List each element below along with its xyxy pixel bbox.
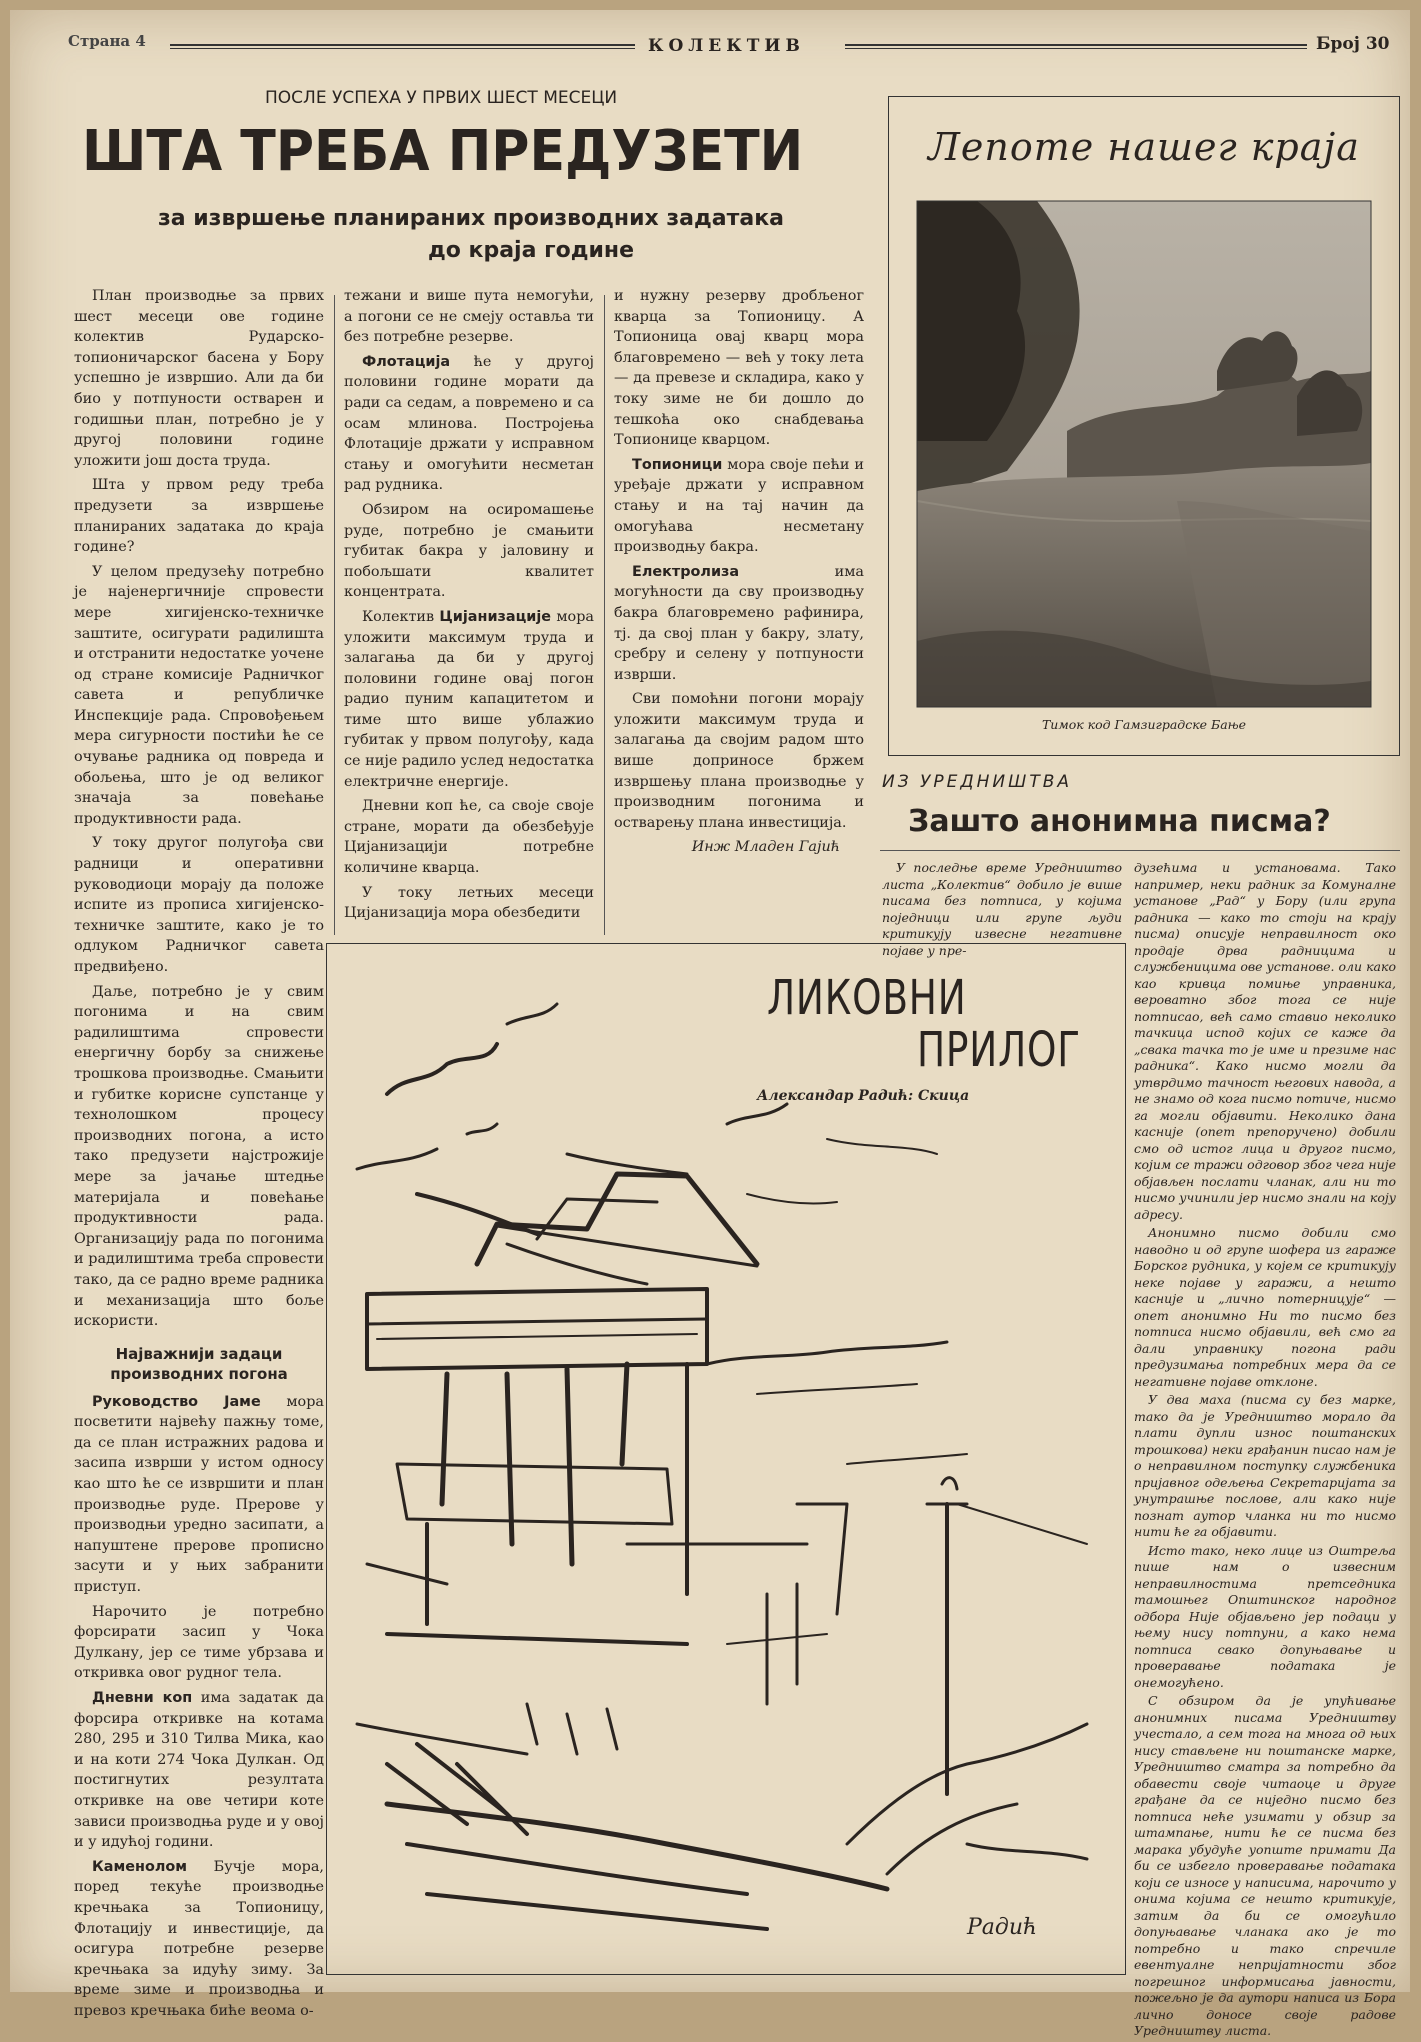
col2-paragraph: Колектив Цијанизације мора уложити максимум труда и залагања да би у другој половини године овај погон радио пуним капацитетом и тиме што више ублажио губитак у првом полугођу, када се није радило услед недостатка електричне енергије. (344, 608, 594, 790)
header-rule-right (845, 44, 1307, 49)
article-headline: ШТА ТРЕБА ПРЕДУЗЕТИ (82, 119, 804, 184)
col1-paragraph: Каменолом Бучје мора, поред текуће производње кречњака за Топионицу, Флотацију и инвестиције, да осигура потребне резерве кречњака за идућу зиму. За време зиме и производња и превоз кречњака биће веома о- (74, 1858, 324, 2019)
article-signature: Инж Младен Гајић (691, 839, 840, 856)
photo-caption: Тимок код Гамзиградске Бање (1041, 717, 1247, 732)
river-landscape-photo (917, 201, 1371, 707)
editorial-section-label: ИЗ УРЕДНИШТВА (882, 772, 1073, 792)
newspaper-name: КОЛЕКТИВ (648, 36, 805, 56)
col1-paragraph: Нарочито је потребно форсирати засип у Чока Дулкану, јер се тиме убрзава и откривка овог рудног тела. (74, 1603, 324, 1682)
art-caption: Александар Радић: Скица (757, 1088, 970, 1104)
issue-number: Број 30 (1316, 34, 1390, 54)
art-title-line-2: ПРИЛОГ (917, 1022, 1081, 1078)
col1-paragraph: У целом предузећу потребно је најенергичније спровести мере хигијенско-техничке заштите, осигурати радилишта и отстранити недостатке уочене од стране комисије Радничког савета и републичке Инспекције рада. Спровођењем мера сигурности постићи ће се очување радника од повреда и обољења, што је од великог значаја за повећање продуктивности рада. (74, 563, 324, 827)
editorial-rule (880, 850, 1400, 851)
col1-paragraph: У току другог полугођа сви радници и оперативни руководиоци морају да положе испите из прописа хигијенско-техничке заштите, како је то одлуком Радничког савета предвиђено. (74, 835, 324, 975)
editorial-paragraph: Исто тако, неко лице из Оштреља пише нам о извесним неправилностима претседника тамошњег Општинског народног одбора Није објављено јер подаци у њему нису потпуни, а како нема потписа свако допуњавање и проверавање података је онемогућено. (1134, 1542, 1396, 1690)
photo-feature-title: Лепоте нашег краја (928, 125, 1360, 169)
editorial-headline: Зашто анонимна писма? (908, 804, 1331, 839)
article-subhead-2: до краја године (427, 238, 635, 263)
col1-paragraph: Шта у првом реду треба предузети за извршење планираних задатака до краја године? (74, 477, 324, 556)
editorial-paragraph: У последње време Уредништво листа „Колектив“ добило је више писама без потписа, у којима поједници или групе људи критикују извесне негативне појаве у пре- (882, 860, 1122, 958)
col1-paragraph: Даље, потребно је у свим погонима и на свим радилиштима спровести енергичну борбу за снижење трошкова производње. Смањити и губитке корисне супстанце у технолошком процесу производних погона, а исто тако предузети најстрожије мере за јачање штедње материјала и повећање продуктивности рада. Организацију рада по погонима и радилиштима треба спровести тако, да се радно време радника и механизација што боље искористи. (74, 983, 324, 1330)
col3-paragraph: Сви помоћни погони морају уложити максимум труда и залагања да својим радом што више доприносе бржем извршењу плана производње у производним погонима и остварењу плана инвестиција. (614, 691, 864, 831)
page-number: Страна 4 (68, 32, 146, 50)
newspaper-page (10, 10, 1410, 2038)
article-subhead-1: за извршење планираних производних задатака (157, 206, 785, 231)
col1-paragraph: Дневни коп има задатак да форсира откривке на котама 280, 295 и 310 Тилва Мика, као и на коти 274 Чока Дулкан. Од постигнутих резултата откривке на ове четири коте зависи производња руде и у овој и у идућој години. (74, 1690, 324, 1851)
col3-paragraph: Електролиза има могућности да сву производњу бакра благовремено рафинира, тј. да свој план у бакру, злату, сребру и селену у потпуности изврши. (614, 563, 864, 683)
artist-signature: Радић (967, 1915, 1038, 1940)
col2-paragraph: Флотација ће у другој половини године морати да ради са седам, а повремено и са осам млинова. Постројења Флотације држати у исправном стању и омогућити несметан рад рудника. (344, 353, 594, 494)
col2-paragraph: Обзиром на осиромашење руде, потребно је смањити губитак бакра у јаловину и побољшати квалитет концентрата. (344, 501, 594, 601)
col2-paragraph: тежани и више пута немогући, а погони се не смеју оставља ти без потребне резерве. (344, 288, 594, 346)
sketch-drawing (327, 944, 1125, 1974)
article-column-2 (344, 286, 594, 928)
art-feature-frame (326, 943, 1126, 1975)
article-kicker: ПОСЛЕ УСПЕХА У ПРВИХ ШЕСТ МЕСЕЦИ (265, 88, 618, 108)
editorial-paragraph: У два маха (писма су без марке, тако да је Уредништво морало да плати дупли износ поштанских трошкова) неки грађанин писао нам је о неправилном поступку службеника пријавног одељења Секретаријата за унутрашње послове, али како није познат аутор чланка ни то нисмо нити ће га објавити. (1134, 1392, 1396, 1539)
col3-paragraph: Топионици мора своје пећи и уређаје држати у исправном стању и на тај начин да омогућава несметану производњу бакра. (614, 456, 864, 556)
art-title-line-1: ЛИКОВНИ (767, 970, 967, 1026)
col2-paragraph: Дневни коп ће, са своје своје стране, морати да обезбеђује Цијанизацији потребне количине кварца. (344, 798, 594, 877)
column-divider (604, 295, 605, 935)
editorial-paragraph: Анонимно писмо добили смо наводно и од групе шофера из гараже Борског рудника, у којем се критикују неке појаве у гаражи, а нешто касније и „лично потерницује“ — опет анонимно Ни то писмо без потписа нисмо објавили, већ смо га дали управнику погона ради предузимања потребних мера да се негативне појаве отклоне. (1134, 1225, 1396, 1389)
col1-paragraph: План производње за првих шест месеци ове године колектив Рударско-топионичарског басена у Бору успешно је извршио. Али да би био у потпуности остварен и годишњи план, потребно је у другој половини године уложити још доста труда. (74, 288, 324, 469)
editorial-paragraph: дузећима и установама. Тако например, неки радник за Комуналне установе „Рад“ у Бору (или група радника — како то стоји на крају писма) описује неправилност око продаје дрва радницима и службеницима ове установе. оли како као кривца помиње управника, вероватно због тога се није потписао, већ само ставио неколико тачкица испод којих се каже да „свака тачка то је име и презиме нас радника“. Како нисмо могли да утврдимо тачност његових навода, а не знамо од кога писмо потиче, нисмо га могли објавити. Неколико дана касније (опет препоручено) добили смо од истог лица и другог писмо, којим се тражи одговор због чега није објављен послати чланак, али ни то нисмо учинили јер нисмо знали на коју адресу. (1134, 860, 1396, 1222)
col3-paragraph: и нужну резерву дробљеног кварца за Топионицу. А Топионица овај кварц мора благовремено — већ у току лета — да превезе и складира, како у току зиме не би дошло до тешкоћа око снабдевања Топионице кварцом. (614, 288, 864, 449)
header-rule-left (170, 44, 635, 49)
editorial-paragraph: С обзиром да је упућивање анонимних писама Уредништву учестало, а сем тога на многа од њих нису стављене ни поштанске марке, Уредништво сматра за потребно да обавести своје читаоце и друге грађане да се ниједно писмо без потписа неће узимати у обзир за штампање, нити ће се писма без марака убудуће уопште примати Да би се избегло проверавање података који се износе у написима, нарочито у онима којима се нешто критикује, затим да би се омогућило допуњавање чланака ако је то потребно и тако спречиле евентуалне непријатности због погрешног информисања јавности, пожељно је да аутори написа из Бора лично доносе своје радове Уредништву листа. (1134, 1693, 1396, 2038)
photo-feature-frame (888, 96, 1400, 756)
article-column-3 (614, 286, 864, 858)
column-divider (334, 295, 335, 935)
article-column-1 (74, 286, 324, 2026)
col1-paragraph: Руководство Јаме мора посветити највећу пажњу томе, да се план истражних радова и засипа изврши у истом односу као што ће се извршити и план производње руде. Прерове у производњи уредно засипати, а напуштене прерове прописно засути и у њих забранити приступ. (74, 1393, 324, 1596)
col1-subheading: Најважнији задаци производних погона (110, 1344, 288, 1383)
col2-paragraph: У току летњих месеци Цијанизација мора обезбедити (344, 884, 594, 922)
editorial-column-2 (1134, 860, 1396, 2042)
